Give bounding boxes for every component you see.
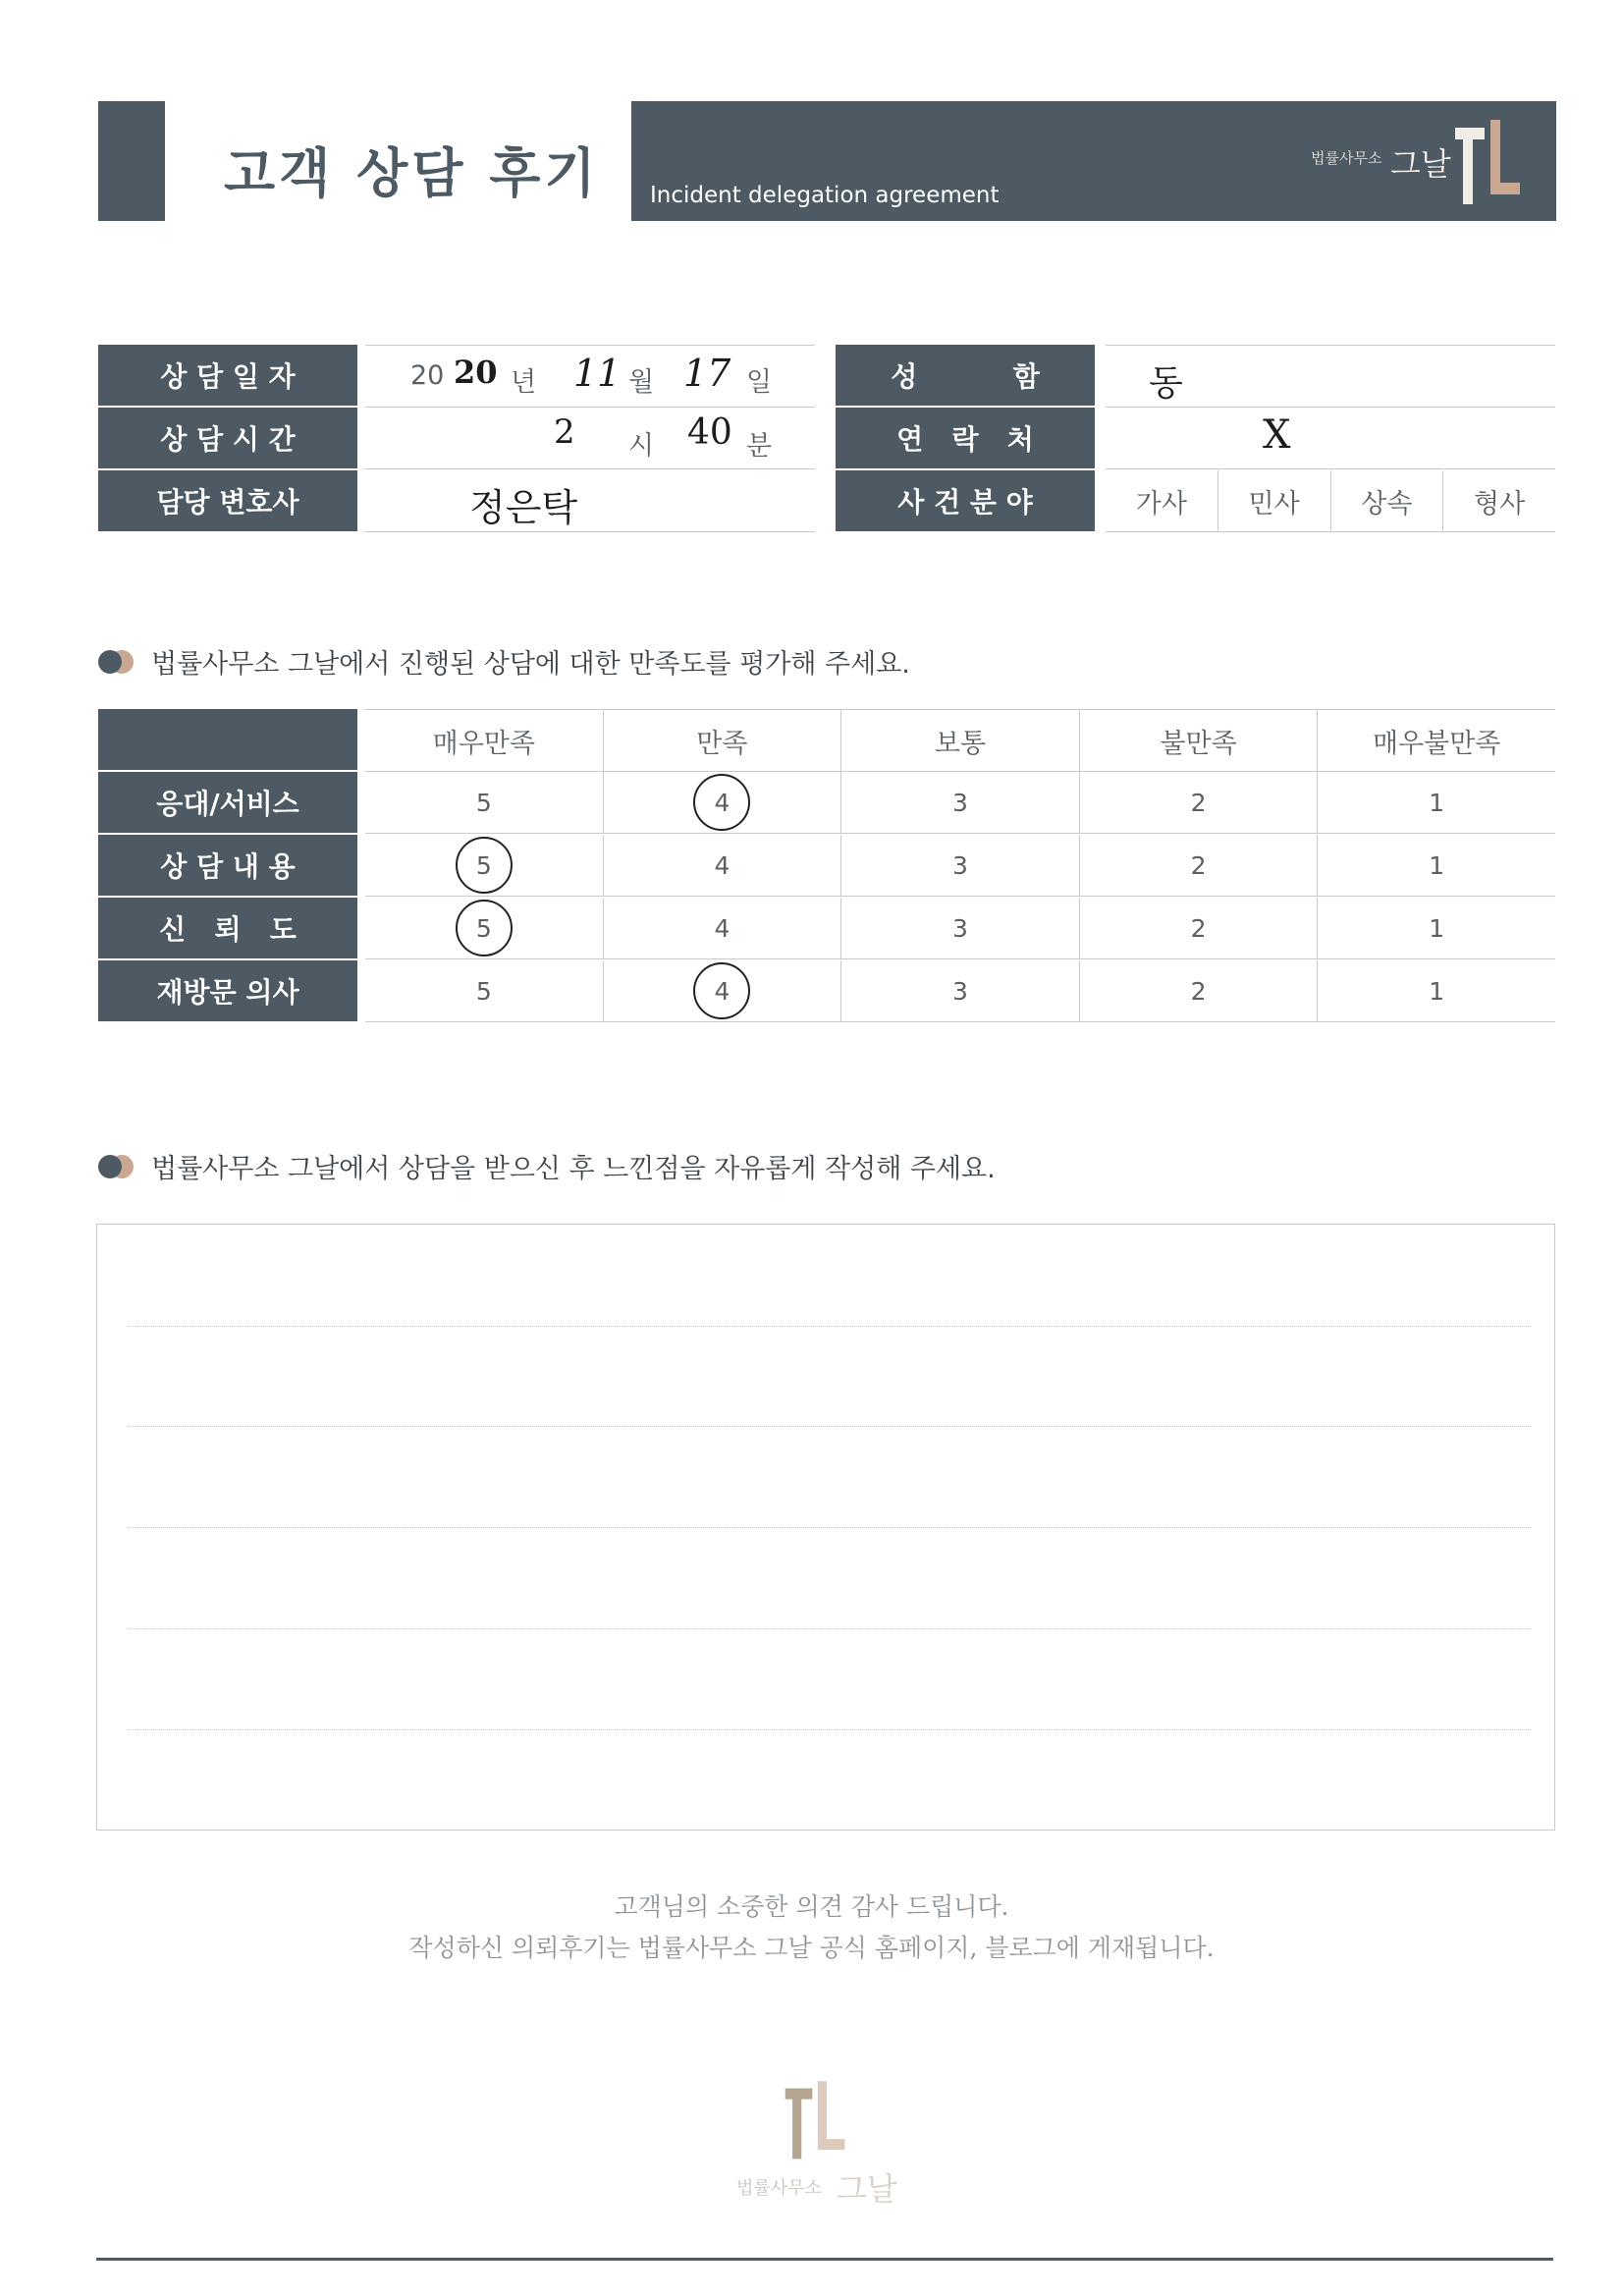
writing-line <box>127 1426 1531 1427</box>
rating-cell-selected[interactable] <box>604 772 842 833</box>
time-minute-handwritten: 40 <box>687 412 732 453</box>
rating-value: 4 <box>714 913 730 943</box>
rating-header-corner <box>98 709 357 770</box>
rating-cell[interactable] <box>841 835 1080 896</box>
footer-logo-text-small: 법률사무소 <box>736 2178 822 2199</box>
rating-cell[interactable] <box>841 960 1080 1021</box>
rating-value: 2 <box>1190 850 1207 880</box>
rating-cell[interactable] <box>365 960 604 1021</box>
case-field-label: 사 건 분 야 <box>836 470 1095 531</box>
case-field-option[interactable]: 상속 <box>1331 470 1444 531</box>
footer-notice: 작성하신 의뢰후기는 법률사무소 그날 공식 홈페이지, 블로그에 게재됩니다. <box>408 1934 1215 1962</box>
rating-cell[interactable] <box>1080 772 1319 833</box>
contact-handwritten: X <box>1263 412 1291 458</box>
rating-row <box>365 960 1555 1022</box>
rating-column-header: 매우불만족 <box>1372 728 1501 759</box>
writing-line <box>127 1628 1531 1629</box>
contact-label: 연 락 처 <box>836 408 1095 468</box>
contact-cell[interactable] <box>1106 408 1555 469</box>
rating-value: 3 <box>952 976 968 1006</box>
rating-value: 1 <box>1429 788 1445 817</box>
rating-value: 5 <box>475 788 492 817</box>
rating-column-header: 매우만족 <box>365 710 604 771</box>
bullet-icon <box>98 650 122 674</box>
footer-thanks: 고객님의 소중한 의견 감사 드립니다. <box>614 1892 1009 1921</box>
case-field-option[interactable]: 민사 <box>1218 470 1331 531</box>
rating-value: 3 <box>952 850 968 880</box>
rating-value: 2 <box>1190 976 1207 1006</box>
rating-row <box>365 772 1555 834</box>
time-hour-handwritten: 2 <box>554 412 575 452</box>
rating-value: 3 <box>952 788 968 817</box>
rating-value: 5 <box>475 976 492 1006</box>
time-minute-unit: 분 <box>746 431 773 462</box>
rating-value: 4 <box>714 850 730 880</box>
survey-prompt-text: 법률사무소 그날에서 진행된 상담에 대한 만족도를 평가해 주세요. <box>151 649 910 680</box>
rating-row-label-trust: 신 뢰 도 <box>98 898 357 958</box>
rating-row-label-service: 응대/서비스 <box>98 772 357 833</box>
header-logo-text: 그날 <box>1390 145 1451 183</box>
rating-column-header: 만족 <box>604 710 842 771</box>
rating-cell-selected[interactable] <box>365 898 604 958</box>
page-title: 고객 상담 후기 <box>224 142 600 204</box>
rating-cell[interactable] <box>604 835 842 896</box>
rating-cell[interactable] <box>1080 960 1319 1021</box>
rating-cell-selected[interactable] <box>604 960 842 1021</box>
rating-column-headers <box>365 709 1555 772</box>
rating-cell[interactable] <box>841 772 1080 833</box>
rating-row-label-revisit: 재방문 의사 <box>98 960 357 1021</box>
rating-cell[interactable] <box>1318 772 1555 833</box>
lawyer-name-handwritten: 정은탁 <box>469 486 578 529</box>
lawyer-label: 담당 변호사 <box>98 470 357 531</box>
name-label: 성 함 <box>836 345 1095 406</box>
rating-value: 1 <box>1429 850 1445 880</box>
rating-row <box>365 835 1555 897</box>
rating-value: 2 <box>1190 913 1207 943</box>
writing-line <box>127 1527 1531 1528</box>
footer-logo-mark-icon <box>782 2072 850 2162</box>
writing-line <box>127 1326 1531 1327</box>
date-day-handwritten: 17 <box>683 352 731 395</box>
rating-value: 2 <box>1190 788 1207 817</box>
feedback-prompt-text: 법률사무소 그날에서 상담을 받으신 후 느낀점을 자유롭게 작성해 주세요. <box>151 1154 996 1184</box>
rating-value: 3 <box>952 913 968 943</box>
rating-cell-selected[interactable] <box>365 835 604 896</box>
rating-cell[interactable] <box>1318 960 1555 1021</box>
header-left-block <box>98 101 165 221</box>
date-month-unit: 월 <box>628 367 655 398</box>
date-year-unit: 년 <box>511 367 537 398</box>
rating-value-circled: 5 <box>456 900 513 957</box>
rating-value-circled: 5 <box>456 837 513 894</box>
client-name-handwritten: 동 <box>1149 363 1183 404</box>
survey-prompt <box>98 642 910 681</box>
consult-date-label: 상 담 일 자 <box>98 345 357 406</box>
date-month-handwritten: 11 <box>573 352 622 395</box>
date-year-handwritten: 20 <box>454 354 498 391</box>
consult-time-label: 상 담 시 간 <box>98 408 357 468</box>
rating-cell[interactable] <box>1080 898 1319 958</box>
rating-value-circled: 4 <box>693 774 750 831</box>
rating-column-header: 불만족 <box>1080 710 1319 771</box>
feedback-prompt <box>98 1147 996 1185</box>
rating-cell[interactable] <box>1080 835 1319 896</box>
bullet-icon <box>98 1155 122 1178</box>
rating-row <box>365 898 1555 959</box>
writing-line <box>127 1729 1531 1730</box>
header-subtitle: Incident delegation agreement <box>650 183 1000 208</box>
case-field-options <box>1106 470 1555 532</box>
header-logo-text-small: 법률사무소 <box>1311 149 1382 167</box>
lawyer-cell[interactable] <box>365 470 815 532</box>
time-hour-unit: 시 <box>628 431 655 462</box>
rating-value-circled: 4 <box>693 962 750 1019</box>
rating-column-header: 보통 <box>841 710 1080 771</box>
rating-cell[interactable] <box>1318 898 1555 958</box>
footer-divider <box>96 2258 1553 2261</box>
date-day-unit: 일 <box>746 367 773 398</box>
rating-cell[interactable] <box>841 898 1080 958</box>
rating-cell[interactable] <box>604 898 842 958</box>
logo-mark-icon <box>1451 110 1526 208</box>
case-field-option[interactable]: 형사 <box>1474 488 1526 519</box>
date-year-prefix: 20 <box>410 360 445 391</box>
rating-value: 1 <box>1429 913 1445 943</box>
feedback-textbox[interactable] <box>96 1224 1555 1831</box>
rating-value: 1 <box>1429 976 1445 1006</box>
case-field-option[interactable]: 가사 <box>1106 470 1218 531</box>
rating-cell[interactable] <box>1318 835 1555 896</box>
footer-logo-text: 그날 <box>837 2170 897 2208</box>
rating-row-label-content: 상 담 내 용 <box>98 835 357 896</box>
rating-cell[interactable] <box>365 772 604 833</box>
